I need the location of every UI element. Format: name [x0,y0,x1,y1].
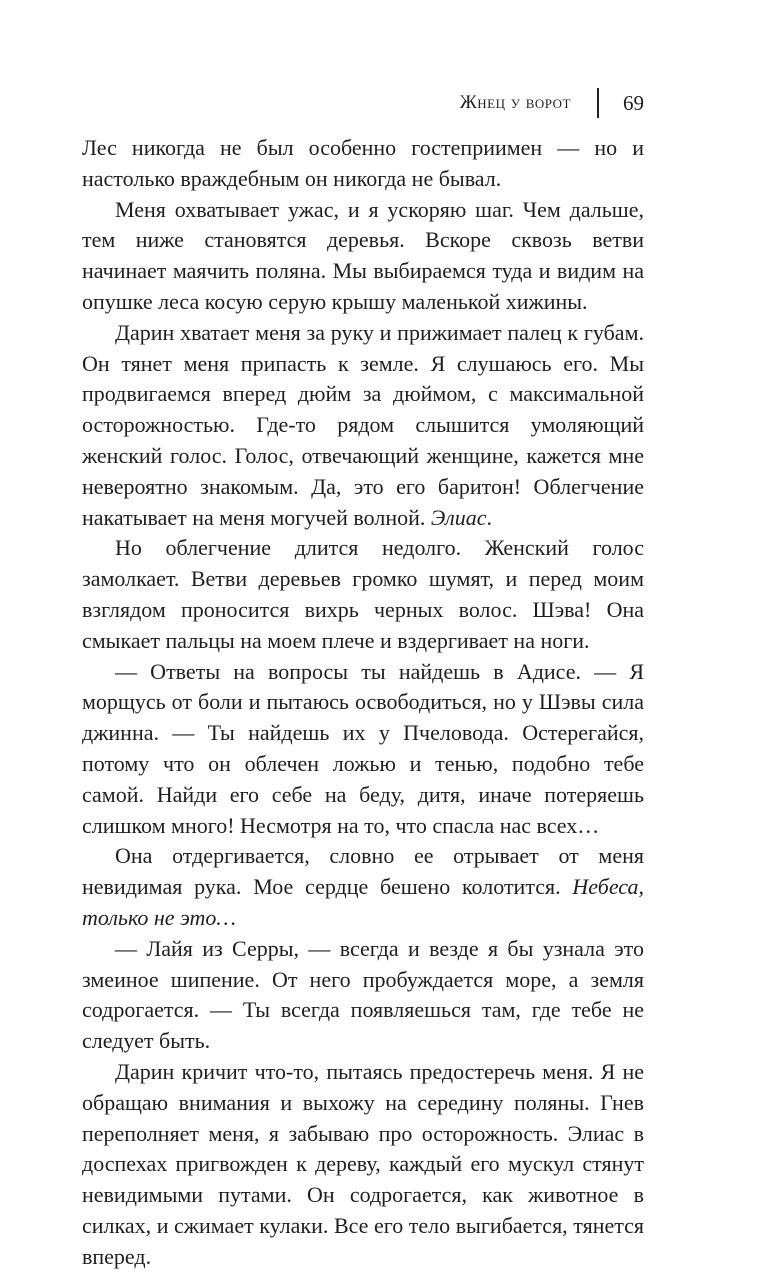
text-run: Меня охватывает ужас, и я ускоряю шаг. Чем дальше, тем ниже становятся деревья. Вскоре сквозь ветви начинает маячить поляна. Мы выбираемся туда и видим на опушке леса косую серую крышу маленькой хижины. [82,196,644,314]
running-title: Жнец у ворот [459,92,571,113]
paragraph [82,133,644,195]
paragraph [82,318,644,534]
paragraph [82,934,644,1057]
text-run: Но облегчение длится недолго. Женский голос замолкает. Ветви деревьев громко шумят, и перед моим взглядом проносится вихрь черных волос. Шэва! Она смыкает пальцы на моем плече и вздергивает на ноги. [82,535,644,653]
page-number: 69 [623,90,644,115]
body-text [82,133,644,1272]
text-run: Дарин кричит что-то, пытаясь предостеречь меня. Я не обращаю внимания и выхожу на середину поляны. Гнев переполняет меня, я забываю про осторожность. Элиас в доспехах пригвожден к дереву, каждый его мускул стянут невидимыми путами. Он содрогается, как животное в силках, и сжимает кулаки. Все его тело выгибается, тянется вперед. [82,1058,644,1269]
text-run: Дарин хватает меня за руку и прижимает палец к губам. Он тянет меня припасть к земле. Я слушаюсь его. Мы продвигаемся вперед дюйм за дюймом, с максимальной осторожностью. Где-то рядом слышится умоляющий женский голос. Голос, отвечающий женщине, кажется мне невероятно знакомым. Да, это его баритон! Облегчение накатывает на меня могучей волной. [82,319,644,530]
header-divider [597,88,599,118]
text-run: . [486,504,492,530]
paragraph [82,657,644,842]
paragraph [82,533,644,656]
italic-text-run: Элиас [430,504,487,530]
text-run: — Ответы на вопросы ты найдешь в Адисе. — Я морщусь от боли и пытаюсь освободиться, но у Шэвы сила джинна. — Ты найдешь их у Пчеловода. Остерегайся, потому что он облечен ложью и тенью, подобно тебе самой. Найди его себе на беду, дитя, иначе потеряешь слишком много! Несмотря на то, что спасла нас всех… [82,658,644,838]
paragraph [82,841,644,933]
text-run: — Лайя из Серры, — всегда и везде я бы узнала это змеиное шипение. От него пробуждается море, а земля содрогается. — Ты всегда появляешься там, где тебе не следует быть. [82,935,644,1054]
running-head [460,86,644,120]
italic-text-run: Небеса, только не это… [82,874,644,930]
paragraph [82,195,644,318]
text-run: Она отдергивается, словно ее отрывает от меня невидимая рука. Мое сердце бешено колотится. [82,843,644,900]
text-run: Лес никогда не был особенно гостеприимен — но и настолько враждебным он никогда не бывал. [82,135,644,191]
